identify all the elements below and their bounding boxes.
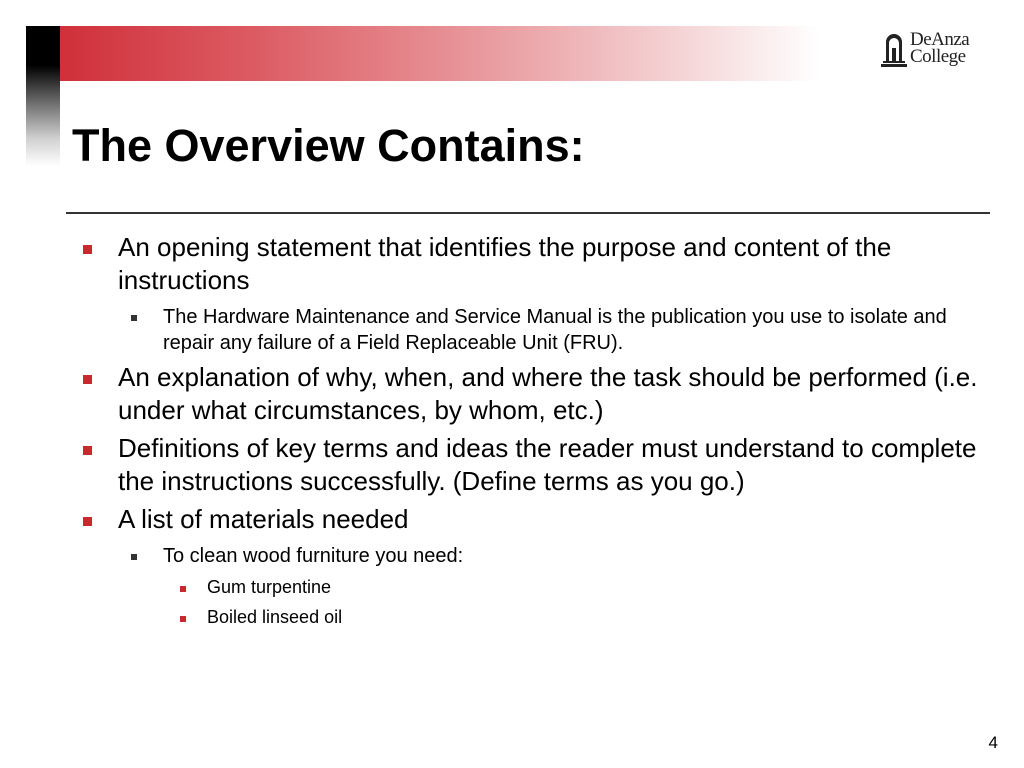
sub-bullet-text: The Hardware Maintenance and Service Manual is the publication you use to isolate and repair any failure of a Field Replaceable Unit (FRU). bbox=[163, 306, 947, 354]
left-accent-bar bbox=[26, 26, 60, 166]
sub-sub-bullet-item bbox=[80, 605, 980, 629]
page-number: 4 bbox=[988, 733, 998, 752]
sub-sub-bullet-item bbox=[80, 575, 980, 599]
square-bullet-icon bbox=[83, 375, 92, 384]
slide-title: The Overview Contains: bbox=[72, 120, 585, 171]
square-bullet-icon bbox=[83, 517, 92, 526]
bullet-item bbox=[80, 231, 980, 297]
bullet-text: A list of materials needed bbox=[118, 504, 409, 534]
title-divider bbox=[66, 212, 990, 214]
logo-line-2: College bbox=[910, 46, 966, 67]
logo-line-1: DeAnza bbox=[910, 29, 970, 50]
sub-bullet-item bbox=[80, 304, 980, 356]
bullet-item bbox=[80, 503, 980, 536]
bullet-item bbox=[80, 361, 980, 427]
square-bullet-icon bbox=[180, 616, 186, 622]
sub-sub-bullet-text: Gum turpentine bbox=[207, 577, 332, 597]
bullet-text: Definitions of key terms and ideas the reader must understand to complete the instructions successfully. (Define terms as you go.) bbox=[118, 433, 977, 496]
sub-bullet-item bbox=[80, 543, 980, 569]
bullet-text: An explanation of why, when, and where the task should be performed (i.e. under what circumstances, by whom, etc.) bbox=[118, 362, 978, 425]
header-gradient-band bbox=[60, 26, 820, 81]
square-bullet-icon bbox=[131, 315, 137, 321]
bullet-item bbox=[80, 432, 980, 498]
college-logo bbox=[880, 30, 990, 72]
square-bullet-icon bbox=[83, 446, 92, 455]
square-bullet-icon bbox=[180, 586, 186, 592]
de-anza-building-icon bbox=[880, 30, 908, 68]
bullet-text: An opening statement that identifies the purpose and content of the instructions bbox=[118, 232, 892, 295]
slide-body bbox=[80, 226, 980, 629]
logo-wordmark bbox=[910, 31, 969, 65]
sub-bullet-text: To clean wood furniture you need: bbox=[163, 545, 464, 567]
square-bullet-icon bbox=[131, 554, 137, 560]
square-bullet-icon bbox=[83, 245, 92, 254]
sub-sub-bullet-text: Boiled linseed oil bbox=[207, 607, 343, 627]
